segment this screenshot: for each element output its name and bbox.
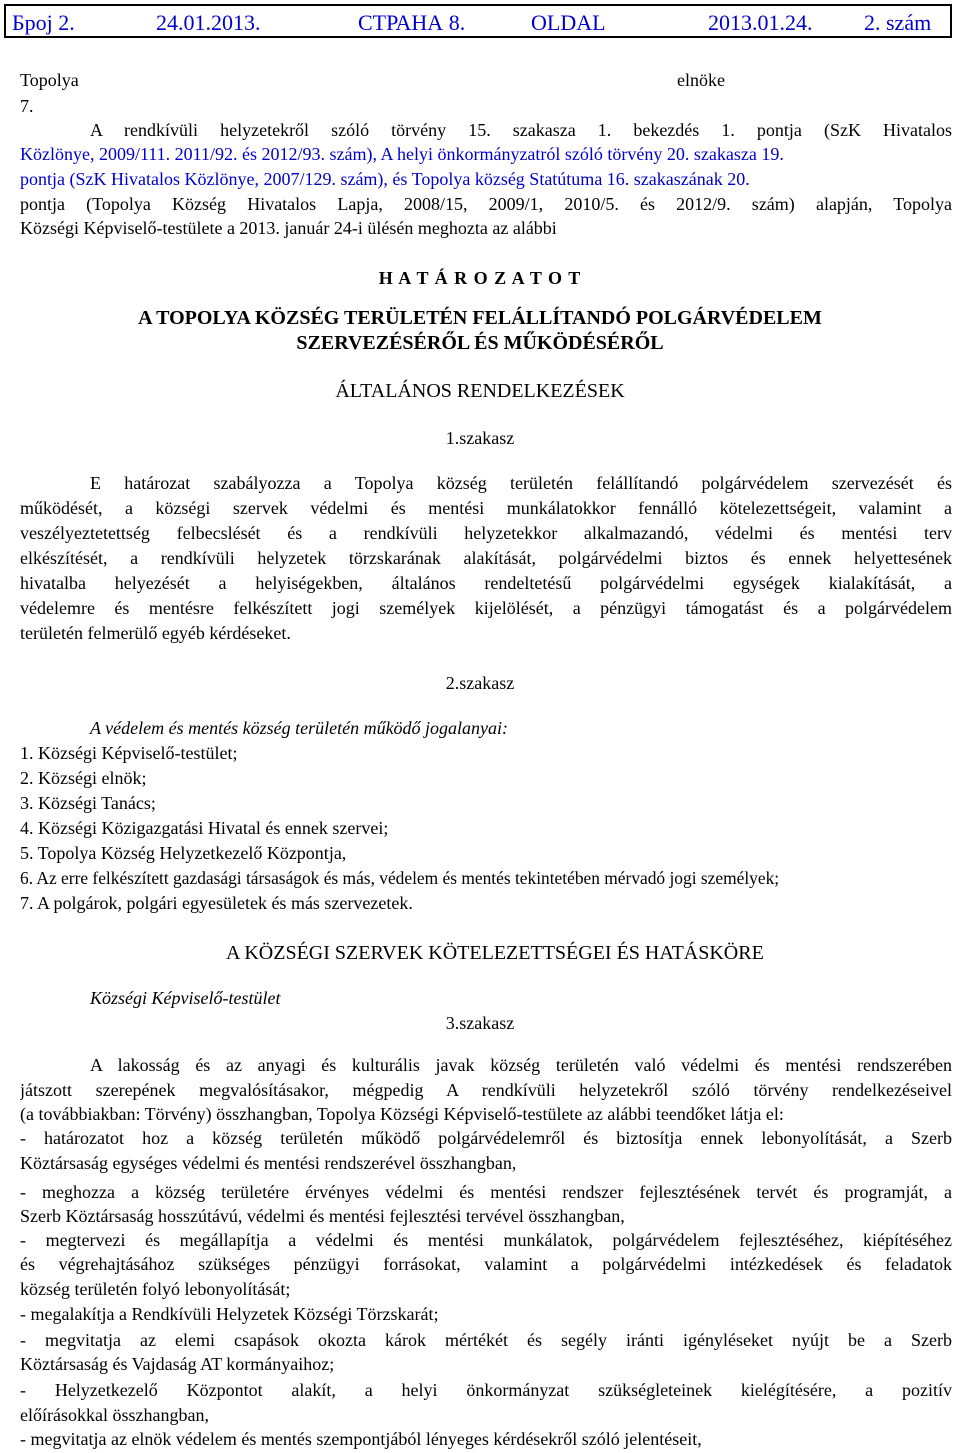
preamble-number: 7. — [20, 96, 34, 116]
page-header — [4, 4, 952, 38]
section-3-line-16: - megvitatja az elnök védelem és mentés szempontjából lényeges kérdésekről szóló jelentéseit, — [20, 1429, 702, 1449]
section-2-heading: 2.szakasz — [445, 673, 515, 693]
section-2-item-1: 1. Községi Képviselő-testület; — [20, 743, 238, 763]
section-3-line-7: Szerb Köztársaság hosszútávú, védelmi és mentési fejlesztési tervével összhangban, — [20, 1206, 625, 1226]
preamble-topolya: Topolya — [20, 70, 79, 90]
resolution-title: H A T Á R O Z A T O T — [378, 268, 582, 288]
section-2-item-2: 2. Községi elnök; — [20, 768, 147, 788]
section-1-line-7: területén felmerülő egyéb kérdéseket. — [20, 623, 291, 643]
section-2-item-4: 4. Községi Közigazgatási Hivatal és ennek szervei; — [20, 818, 389, 838]
resolution-subject-line-2: SZERVEZÉSÉRŐL ÉS MŰKÖDÉSÉRŐL — [296, 332, 664, 354]
section-3-line-2: játszott szerepének megvalósításakor, mégpedig A rendkívüli helyzetekről szóló törvény rendelkezéseivel — [20, 1080, 952, 1100]
section-2-item-5: 5. Topolya Község Helyzetkezelő Központja, — [20, 843, 347, 863]
section-3-heading: 3.szakasz — [445, 1013, 515, 1033]
section-3-line-12: - megvitatja az elemi csapások okozta károk mértékét és segély iránti igényléseket nyújt be a Szerb — [20, 1330, 952, 1350]
preamble-line-4: pontja (Topolya Község Hivatalos Lapja, 2008/15, 2009/1, 2010/5. és 2012/9. szám) alapján, Topolya — [20, 194, 952, 214]
section-3-line-3: (a továbbiakban: Törvény) összhangban, Topolya Községi Képviselő-testülete az alábbi teendőket látja el: — [20, 1104, 784, 1124]
preamble-line-2: Közlönye, 2009/111. 2011/92. és 2012/93. szám), A helyi önkormányzatról szóló törvény 20. szakasza 19. — [20, 144, 784, 164]
preamble-line-1: A rendkívüli helyzetekről szóló törvény 15. szakasza 1. bekezdés 1. pontja (SzK Hivatalos — [90, 120, 952, 140]
section-2-item-7: 7. A polgárok, polgári egyesületek és más szervezetek. — [20, 893, 413, 913]
section-3-line-5: Köztársaság egységes védelmi és mentési rendszerével összhangban, — [20, 1153, 517, 1173]
section-2-item-3: 3. Községi Tanács; — [20, 793, 156, 813]
preamble-line-5: Községi Képviselő-testülete a 2013. január 24-i ülésén meghozta az alábbi — [20, 218, 557, 238]
header-page-hungarian: OLDAL — [531, 10, 606, 35]
section-1-line-3: veszélyeztetettség felbecslését és a rendkívüli helyzetekkor alkalmazandó, védelmi és mentési terv — [20, 523, 952, 543]
preamble-line-3: pontja (SzK Hivatalos Közlönye, 2007/129. szám), és Topolya község Statútuma 16. szakaszának 20. — [20, 169, 750, 189]
preamble-elnoke: elnöke — [677, 70, 725, 90]
section-3-line-1: A lakosság és az anyagi és kulturális javak község területén való védelmi és mentési rendszerében — [90, 1055, 952, 1075]
section-3-line-6: - meghozza a község területére érvényes védelmi és mentési rendszer fejlesztésének tervét és programját, a — [20, 1182, 952, 1202]
section-3-line-11: - megalakítja a Rendkívüli Helyzetek Községi Törzskarát; — [20, 1304, 439, 1324]
header-issue-hungarian: 2. szám — [864, 10, 932, 35]
general-provisions-heading: ÁLTALÁNOS RENDELKEZÉSEK — [335, 380, 625, 402]
section-3-line-4: - határozatot hoz a község területén működő polgárvédelemről és biztosítja ennek lebonyolítását, a Szerb — [20, 1128, 952, 1148]
chapter-subheading: Községi Képviselő-testület — [90, 988, 281, 1008]
section-1-line-5: hivatalba helyezését a helyiségekben, általános rendeltetésű polgárvédelmi egységek kialakítását, a — [20, 573, 952, 593]
section-1-heading: 1.szakasz — [445, 428, 515, 448]
section-3-line-9: és végrehajtásához szükséges pénzügyi forrásokat, valamint a polgárvédelmi intézkedések és feladatok — [20, 1254, 952, 1274]
header-issue-serbian: Број 2. — [12, 10, 75, 35]
chapter-heading: A KÖZSÉGI SZERVEK KÖTELEZETTSÉGEI ÉS HATÁSKÖRE — [226, 942, 764, 964]
section-1-line-6: védelemre és mentésre felkészített jogi személyek kijelölését, a pénzügyi támogatást és a polgárvédelem — [20, 598, 952, 618]
header-date-hungarian: 2013.01.24. — [708, 10, 813, 35]
header-date-serbian: 24.01.2013. — [156, 10, 261, 35]
resolution-subject-line-1: A TOPOLYA KÖZSÉG TERÜLETÉN FELÁLLÍTANDÓ POLGÁRVÉDELEM — [138, 307, 822, 329]
section-1-line-2: működését, a községi szervek védelmi és mentési munkálatokkor fennálló kötelezettségeit, valamint a — [20, 498, 952, 518]
section-3-line-8: - megtervezi és megállapítja a védelmi és mentési munkálatok, polgárvédelem fejlesztéséhez, kiépítéséhez — [20, 1230, 952, 1250]
section-1-line-1: E határozat szabályozza a Topolya község területén felállítandó polgárvédelem szervezését és — [90, 473, 952, 493]
section-2-intro: A védelem és mentés község területén működő jogalanyai: — [90, 718, 509, 738]
section-2-item-6: 6. Az erre felkészített gazdasági társaságok és más, védelem és mentés tekintetében mérvadó jogi személyek; — [20, 868, 780, 888]
section-3-line-15: előírásokkal összhangban, — [20, 1405, 209, 1425]
header-page-serbian: СТРАНА 8. — [358, 10, 466, 35]
section-3-line-13: Köztársaság és Vajdaság AT kormányaihoz; — [20, 1354, 335, 1374]
section-1-line-4: elkészítését, a rendkívüli helyzetek törzskarának alakítását, polgárvédelmi biztos és ennek helyettesének — [20, 548, 952, 568]
section-3-line-10: község területén folyó lebonyolítását; — [20, 1279, 291, 1299]
section-3-line-14: - Helyzetkezelő Központot alakít, a helyi önkormányzat szükségleteinek kielégítésére, a pozitív — [20, 1380, 952, 1400]
